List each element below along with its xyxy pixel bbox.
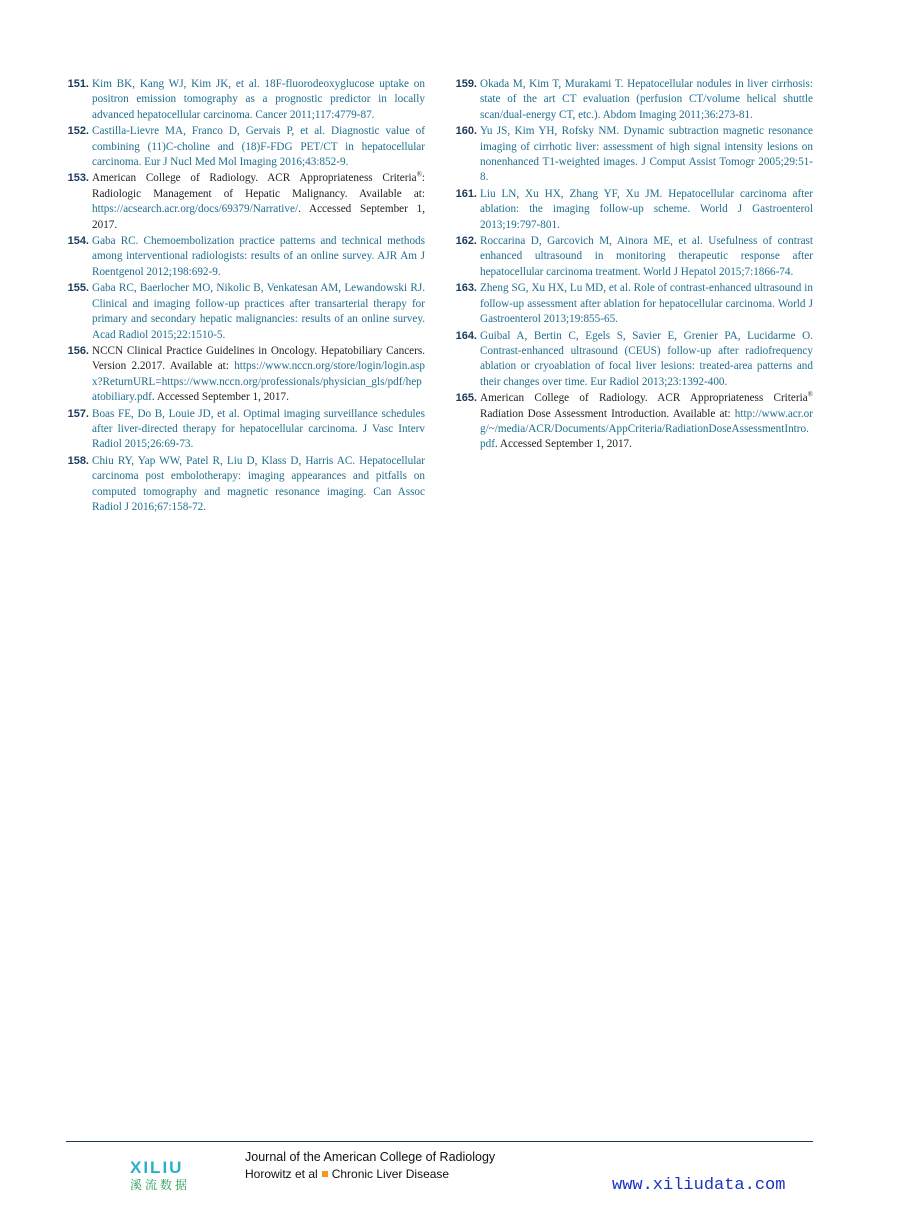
reference-item bbox=[66, 234, 425, 280]
reference-number: 152. bbox=[67, 125, 89, 138]
reference-item bbox=[454, 281, 813, 327]
footer-authors: Horowitz et al bbox=[245, 1167, 318, 1181]
reference-item bbox=[454, 234, 813, 280]
reference-text[interactable]: Kim BK, Kang WJ, Kim JK, et al. 18F-fluorodeoxyglucose uptake on positron emission tomography as a prognostic predictor in locally advanced hepatocellular carcinoma. Cancer 2011;117:4779-87. bbox=[92, 78, 425, 121]
reference-text[interactable]: Guibal A, Bertin C, Egels S, Savier E, Grenier PA, Lucidarme O. Contrast-enhanced ultrasound (CEUS) follow-up after radiofrequency ablation or cryoablation of focal liver lesions: treated-area patterns and their changes over time. Eur Radiol 2013;23:1392-400. bbox=[480, 329, 813, 388]
reference-link[interactable]: https://acsearch.acr.org/docs/69379/Narrative/ bbox=[92, 203, 299, 216]
reference-number: 155. bbox=[67, 282, 89, 295]
reference-item bbox=[66, 171, 425, 233]
reference-text[interactable]: Gaba RC. Chemoembolization practice patterns and technical methods among interventional radiologists: results of an online survey. AJR Am J Roentgenol 2012;198:692-9. bbox=[92, 235, 425, 278]
reference-number: 162. bbox=[455, 235, 477, 248]
logo-text: XILIU bbox=[130, 1158, 184, 1177]
reference-number: 164. bbox=[455, 329, 477, 342]
reference-number: 156. bbox=[67, 344, 89, 357]
reference-number: 154. bbox=[67, 235, 89, 248]
reference-text[interactable]: Yu JS, Kim YH, Rofsky NM. Dynamic subtraction magnetic resonance imaging of cirrhotic liver: assessment of high signal intensity lesions on nonenhanced T1-weighted images. J Comput Assist Tomogr 2005;29:51-8. bbox=[480, 125, 813, 184]
reference-text: NCCN Clinical Practice Guidelines in Oncology. Hepatobiliary Cancers. Version 2.2017. Available at: bbox=[92, 344, 425, 373]
reference-text[interactable]: Chiu RY, Yap WW, Patel R, Liu D, Klass D, Harris AC. Hepatocellular carcinoma post embolotherapy: imaging appearances and pitfalls on computed tomography and magnetic resonance imaging. Can Assoc Radiol J 2016;67:158-72. bbox=[92, 454, 425, 513]
reference-text[interactable]: Liu LN, Xu HX, Zhang YF, Xu JM. Hepatocellular carcinoma after ablation: the imaging follow-up scheme. World J Gastroenterol 2013;19:797-801. bbox=[480, 187, 813, 231]
reference-number: 157. bbox=[67, 407, 89, 420]
reference-item bbox=[454, 187, 813, 233]
reference-item bbox=[454, 329, 813, 391]
logo-cn-text: 溪流数据 bbox=[130, 1178, 191, 1192]
reference-text[interactable]: Castilla-Lievre MA, Franco D, Gervais P, et al. Diagnostic value of combining (11)C-choline and (18)F-FDG PET/CT in hepatocellular carcinoma. Eur J Nucl Med Mol Imaging 2016;43:852-9. bbox=[92, 125, 425, 169]
xiliu-logo-icon bbox=[128, 1156, 214, 1192]
separator-square-icon bbox=[322, 1171, 328, 1177]
reference-number: 159. bbox=[455, 78, 477, 90]
reference-item bbox=[454, 124, 813, 186]
reference-text: . Accessed September 1, 2017. bbox=[494, 438, 632, 451]
reference-item bbox=[66, 344, 425, 406]
reference-item bbox=[66, 407, 425, 453]
journal-name: Journal of the American College of Radiology bbox=[245, 1150, 496, 1164]
reference-number: 151. bbox=[67, 78, 89, 90]
watermark-url[interactable]: www.xiliudata.com bbox=[612, 1176, 786, 1195]
reference-number: 158. bbox=[67, 454, 89, 467]
reference-text: American College of Radiology. ACR Appropriateness Criteria bbox=[480, 392, 808, 405]
reference-text: . Accessed September 1, 2017. bbox=[151, 391, 289, 404]
reference-link[interactable]: https://www.nccn.org/store/login/login.aspx?ReturnURL=https://www.nccn.org/professionals/physician_gls/pdf/hepatobiliary.pdf bbox=[92, 360, 425, 404]
registered-mark: ® bbox=[416, 170, 422, 179]
reference-item bbox=[66, 454, 425, 516]
reference-item bbox=[66, 77, 425, 123]
footer-divider bbox=[66, 1141, 813, 1142]
running-footer bbox=[245, 1167, 449, 1181]
reference-text[interactable]: Roccarina D, Garcovich M, Ainora ME, et al. Usefulness of contrast enhanced ultrasound in monitoring therapeutic response after hepatocellular carcinoma treatment. World J Hepatol 2015;7:1866-74. bbox=[480, 235, 813, 278]
reference-text[interactable]: Okada M, Kim T, Murakami T. Hepatocellular nodules in liver cirrhosis: state of the art CT evaluation (perfusion CT/volume helical shuttle scan/dual-energy CT, etc.). Abdom Imaging 2011;36:273-81. bbox=[480, 78, 813, 121]
reference-item bbox=[454, 77, 813, 123]
reference-link[interactable]: http://www.acr.org/~/media/ACR/Documents/AppCriteria/RadiationDoseAssessmentIntro.pdf bbox=[480, 407, 813, 451]
reference-item bbox=[66, 281, 425, 343]
reference-text[interactable]: Zheng SG, Xu HX, Lu MD, et al. Role of contrast-enhanced ultrasound in follow-up assessment after ablation for hepatocellular carcinoma. World J Gastroenterol 2013;19:855-65. bbox=[480, 282, 813, 326]
reference-number: 163. bbox=[455, 282, 477, 295]
reference-text: . Accessed September 1, 2017. bbox=[92, 203, 425, 231]
reference-number: 165. bbox=[455, 392, 477, 405]
footer-topic: Chronic Liver Disease bbox=[331, 1167, 450, 1181]
reference-text: American College of Radiology. ACR Appropriateness Criteria bbox=[92, 172, 417, 185]
reference-item bbox=[454, 391, 813, 453]
reference-text: Radiation Dose Assessment Introduction. Available at: bbox=[480, 407, 735, 420]
reference-text: : Radiologic Management of Hepatic Malignancy. Available at: bbox=[92, 172, 425, 200]
reference-item bbox=[66, 124, 425, 170]
reference-text[interactable]: Gaba RC, Baerlocher MO, Nikolic B, Venkatesan AM, Lewandowski RJ. Clinical and imaging follow-up practices after transarterial therapy for primary and secondary hepatic malignancies: results of an online survey. Acad Radiol 2015;22:1510-5. bbox=[92, 282, 425, 341]
reference-column-right bbox=[454, 77, 813, 454]
reference-number: 161. bbox=[455, 187, 477, 200]
reference-number: 160. bbox=[455, 125, 477, 138]
registered-mark: ® bbox=[807, 390, 813, 399]
reference-column-left bbox=[66, 77, 425, 516]
reference-text[interactable]: Boas FE, Do B, Louie JD, et al. Optimal imaging surveillance schedules after liver-directed therapy for hepatocellular carcinoma. J Vasc Interv Radiol 2015;26:69-73. bbox=[92, 407, 425, 451]
reference-number: 153. bbox=[67, 172, 89, 185]
